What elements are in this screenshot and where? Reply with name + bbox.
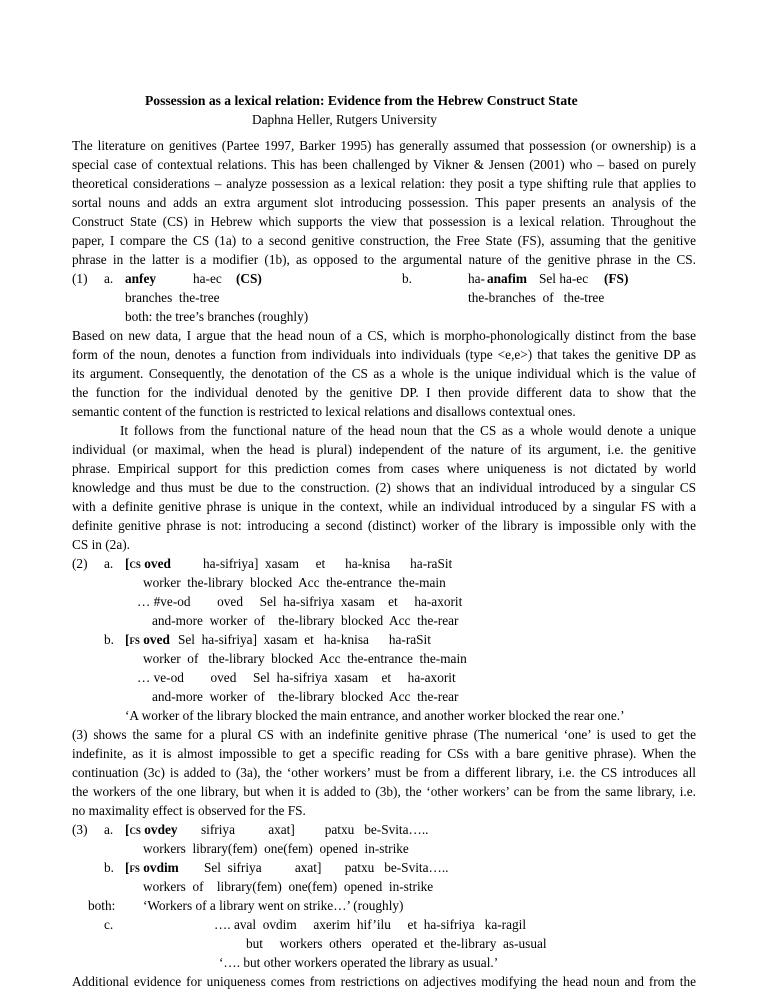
example-gloss: worker of the-library blocked Acc the-entrance the-main bbox=[143, 651, 467, 666]
bracket-open: [CS oved bbox=[125, 556, 171, 571]
example-gloss: and-more worker of the-library blocked Acc the-rear bbox=[152, 689, 459, 704]
construction-tag: (CS) bbox=[236, 271, 262, 286]
example-gloss: and-more worker of the-library blocked Acc the-rear bbox=[152, 613, 459, 628]
paragraph-line: form of the noun, denotes a function from individuals into individuals (type <e,e>) that takes the genitive DP as bbox=[72, 347, 696, 362]
paragraph-line: definite genitive phrase is not: introducing a second (distinct) worker of the library is impossible only with the bbox=[72, 518, 696, 533]
bracket-open: [FS oved bbox=[125, 632, 170, 647]
example-letter: b. bbox=[402, 271, 412, 286]
example-head-word: oved bbox=[144, 556, 171, 571]
paragraph-line: phrase in the latter is a modifier (1b), as opposed to the argumental nature of the genitive phrase in the CS. bbox=[72, 252, 696, 267]
example-line: Sel ha-sifriya] xasam et ha-knisa ha-raSit bbox=[178, 632, 431, 647]
example-line: sifriya axat] patxu be-Svita….. bbox=[201, 822, 429, 837]
example-letter: c. bbox=[104, 917, 114, 932]
construction-subscript: FS bbox=[129, 636, 140, 646]
example-translation: ‘…. but other workers operated the library as usual.’ bbox=[219, 955, 499, 970]
construction-subscript: FS bbox=[129, 864, 140, 874]
example-gloss: branches the-tree bbox=[125, 290, 220, 305]
paper-title: Possession as a lexical relation: Evidence from the Hebrew Construct State bbox=[145, 93, 578, 108]
paragraph-line: semantic content of the function is restricted to lexical relations and disallows contextual ones. bbox=[72, 404, 576, 419]
paragraph-line: Construct State (CS) in Hebrew which supports the view that possession is a lexical relation. Throughout the bbox=[72, 214, 696, 229]
author-line: Daphna Heller, Rutgers University bbox=[252, 112, 437, 127]
construction-subscript: CS bbox=[129, 560, 141, 570]
example-number: (2) bbox=[72, 556, 88, 571]
example-prefix: ha- bbox=[468, 271, 485, 286]
construction-subscript: CS bbox=[129, 826, 141, 836]
example-letter: b. bbox=[104, 632, 114, 647]
example-line: Sel sifriya axat] patxu be-Svita….. bbox=[204, 860, 449, 875]
example-letter: a. bbox=[104, 556, 114, 571]
paragraph-line: individual (or maximal, when the head is plural) independent of the nature of its argument, i.e. the genitive bbox=[72, 442, 696, 457]
bracket-open: [CS ovdey bbox=[125, 822, 178, 837]
example-head-word: ovdey bbox=[144, 822, 178, 837]
paragraph-line: Based on new data, I argue that the head noun of a CS, which is morpho-phonologically distinct from the base bbox=[72, 328, 696, 343]
paragraph-line: It follows from the functional nature of the head noun that the CS as a whole would denote a unique bbox=[120, 423, 696, 438]
paragraph-line: (3) shows the same for a plural CS with an indefinite genitive phrase (The numerical ‘one’ is used to get the bbox=[72, 727, 696, 742]
example-letter: b. bbox=[104, 860, 114, 875]
paragraph-line: Additional evidence for uniqueness comes from restrictions on adjectives modifying the head noun and from the bbox=[72, 974, 696, 989]
paragraph-line: indefinite, as it is almost impossible to get a specific reading for CSs with a bare genitive phrase). When the bbox=[72, 746, 696, 761]
paragraph-line: the function for the individual denoted by the genitive DP. I then provide different data to show that the bbox=[72, 385, 696, 400]
example-gloss: the-branches of the-tree bbox=[468, 290, 605, 305]
example-letter: both: bbox=[88, 898, 116, 913]
construction-tag: (FS) bbox=[604, 271, 629, 286]
example-word: ha-ec bbox=[193, 271, 222, 286]
example-gloss: workers of library(fem) one(fem) opened in-strike bbox=[143, 879, 434, 894]
example-translation: ‘A worker of the library blocked the main entrance, and another worker blocked the rear one.’ bbox=[125, 708, 625, 723]
example-translation: ‘Workers of a library went on strike…’ (roughly) bbox=[143, 898, 404, 913]
paragraph-line: knowledge and thus must be due to the construction. (2) shows that an individual introduced by a singular CS bbox=[72, 480, 696, 495]
example-line: …. aval ovdim axerim hif’ilu et ha-sifriya ka-ragil bbox=[214, 917, 527, 932]
example-head-word: oved bbox=[143, 632, 170, 647]
paragraph-line: theoretical considerations – analyze possession as a lexical relation: they posit a type shifting rule that applies to bbox=[72, 176, 696, 191]
example-translation: both: the tree’s branches (roughly) bbox=[125, 309, 309, 324]
paragraph-line: no maximality effect is observed for the FS. bbox=[72, 803, 306, 818]
example-gloss: workers library(fem) one(fem) opened in-strike bbox=[143, 841, 409, 856]
example-number: (3) bbox=[72, 822, 88, 837]
paragraph-line: with a definite genitive phrase is unique in the context, while an individual introduced by a singular FS with a bbox=[72, 499, 696, 514]
paragraph-line: its argument. Consequently, the denotation of the CS as a whole is the unique individual which is the value of bbox=[72, 366, 696, 381]
example-letter: a. bbox=[104, 271, 114, 286]
paragraph-line: continuation (3c) is added to (3a), the ‘other workers’ must be from a different library, i.e. the CS introduces all bbox=[72, 765, 696, 780]
example-letter: a. bbox=[104, 822, 114, 837]
paragraph-line: CS in (2a). bbox=[72, 537, 130, 552]
paragraph-line: The literature on genitives (Partee 1997, Barker 1995) has generally assumed that possession (or ownership) is a bbox=[72, 138, 696, 153]
example-line: … #ve-od oved Sel ha-sifriya xasam et ha-axorit bbox=[137, 594, 463, 609]
example-head-word: ovdim bbox=[143, 860, 179, 875]
example-number: (1) bbox=[72, 271, 88, 286]
example-head-word: anfey bbox=[125, 271, 157, 286]
example-line: ha-sifriya] xasam et ha-knisa ha-raSit bbox=[203, 556, 453, 571]
paragraph-line: phrase. Empirical support for this prediction comes from cases where uniqueness is not dictated by world bbox=[72, 461, 696, 476]
example-gloss: but workers others operated et the-library as-usual bbox=[246, 936, 547, 951]
paragraph-line: special case of contextual relations. This has been challenged by Vikner & Jensen (2001) who – based on purely bbox=[72, 157, 696, 172]
bracket-open: [FS ovdim bbox=[125, 860, 179, 875]
paragraph-line: paper, I compare the CS (1a) to a second genitive construction, the Free State (FS), assuming that the genitive bbox=[72, 233, 696, 248]
example-gloss: worker the-library blocked Acc the-entrance the-main bbox=[143, 575, 446, 590]
example-line: … ve-od oved Sel ha-sifriya xasam et ha-axorit bbox=[137, 670, 456, 685]
paragraph-line: sortal nouns and adds an extra argument slot introducing possession. This paper presents an analysis of the bbox=[72, 195, 696, 210]
example-head-word: anafim bbox=[487, 271, 527, 286]
example-word: Sel ha-ec bbox=[539, 271, 589, 286]
paragraph-line: the workers of the one library, but when it is added to (3b), the ‘other workers’ can be from the same library, i.e. bbox=[72, 784, 696, 799]
